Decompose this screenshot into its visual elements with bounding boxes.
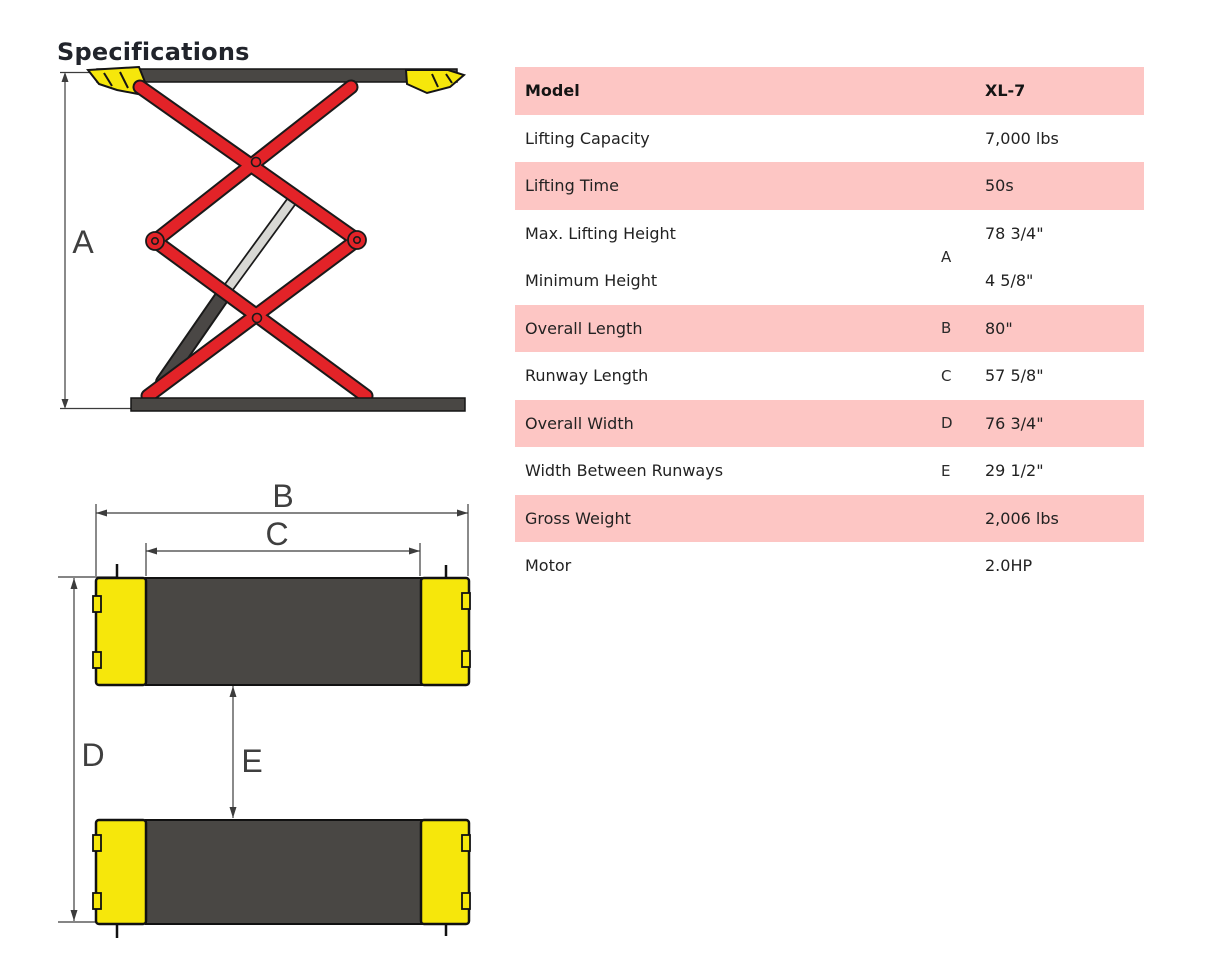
- pad-notch: [93, 652, 101, 668]
- runway-pad-left: [96, 820, 146, 924]
- arrowhead: [146, 548, 157, 555]
- spec-label: Overall Length: [525, 318, 643, 338]
- arrowhead: [62, 399, 69, 409]
- spec-value: 2.0HP: [985, 556, 1033, 576]
- mid-pivot-left: [146, 232, 164, 250]
- side-view-diagram: [60, 67, 465, 411]
- dim-label-A: A: [72, 224, 94, 260]
- top-view-diagram: [58, 478, 470, 938]
- runway-pad-left: [96, 578, 146, 685]
- spec-value: 29 1/2": [985, 461, 1044, 481]
- lift-platform: [97, 69, 457, 82]
- arrowhead: [71, 578, 78, 589]
- arrowhead: [457, 510, 468, 517]
- spec-label: Lifting Capacity: [525, 128, 650, 148]
- table-row-overall-width: [515, 400, 1144, 448]
- spec-value: 50s: [985, 176, 1014, 196]
- runway-deck: [146, 578, 422, 685]
- spec-letter: D: [941, 414, 953, 433]
- lift-base: [131, 398, 465, 411]
- spec-label: Width Between Runways: [525, 461, 724, 481]
- arrowhead: [62, 72, 69, 82]
- arrowhead: [230, 686, 237, 697]
- spec-value: 2,006 lbs: [985, 508, 1059, 528]
- dim-label-C: C: [265, 516, 289, 552]
- arrowhead: [230, 807, 237, 818]
- page-title: Specifications: [57, 38, 250, 67]
- pad-notch: [93, 893, 101, 909]
- spec-letter: C: [941, 366, 952, 385]
- spec-value-stack: [985, 210, 1144, 305]
- spec-value: 76 3/4": [985, 413, 1044, 433]
- spec-value: 80": [985, 318, 1013, 338]
- spec-letter: E: [941, 461, 951, 480]
- spec-label: Max. Lifting Height: [525, 223, 676, 243]
- pad-notch: [462, 893, 470, 909]
- pad-notch: [462, 593, 470, 609]
- scissor-lift-diagrams: [0, 0, 500, 963]
- table-row-model: [515, 67, 1144, 115]
- table-row-lifting-time: [515, 162, 1144, 210]
- spec-label: Minimum Height: [525, 271, 658, 291]
- dim-label-E: E: [241, 743, 263, 779]
- spec-label: Overall Width: [525, 413, 634, 433]
- spec-value: 78 3/4": [985, 223, 1044, 243]
- pad-notch: [462, 835, 470, 851]
- dim-label-D: D: [81, 737, 105, 773]
- spec-letter: B: [941, 319, 952, 338]
- spec-label: Lifting Time: [525, 176, 619, 196]
- pad-notch: [93, 835, 101, 851]
- spec-value: XL-7: [985, 81, 1026, 101]
- runway-deck: [146, 820, 422, 924]
- table-row-width-between-runways: [515, 447, 1144, 495]
- spec-letter: A: [941, 248, 952, 266]
- table-row-lifting-capacity: [515, 115, 1144, 163]
- arrowhead: [409, 548, 420, 555]
- table-row-lifting-heights: [515, 210, 1144, 305]
- spec-label: Runway Length: [525, 366, 649, 386]
- spec-value: 57 5/8": [985, 366, 1044, 386]
- table-row-runway-length: [515, 352, 1144, 400]
- spec-label: Motor: [525, 556, 572, 576]
- hydraulic-cylinder-rod: [226, 202, 291, 291]
- dim-label-B: B: [272, 478, 294, 514]
- arrowhead: [71, 910, 78, 921]
- spec-label-stack: [525, 210, 941, 305]
- spec-value: 7,000 lbs: [985, 128, 1059, 148]
- pad-notch: [93, 596, 101, 612]
- table-row-motor: [515, 542, 1144, 590]
- table-row-gross-weight: [515, 495, 1144, 543]
- spec-value: 4 5/8": [985, 271, 1034, 291]
- table-row-overall-length: [515, 305, 1144, 353]
- pad-notch: [462, 651, 470, 667]
- arrowhead: [96, 510, 107, 517]
- spec-label: Model: [525, 81, 580, 101]
- spec-label: Gross Weight: [525, 508, 631, 528]
- mid-pivot-right: [348, 231, 366, 249]
- specifications-table: [515, 67, 1144, 590]
